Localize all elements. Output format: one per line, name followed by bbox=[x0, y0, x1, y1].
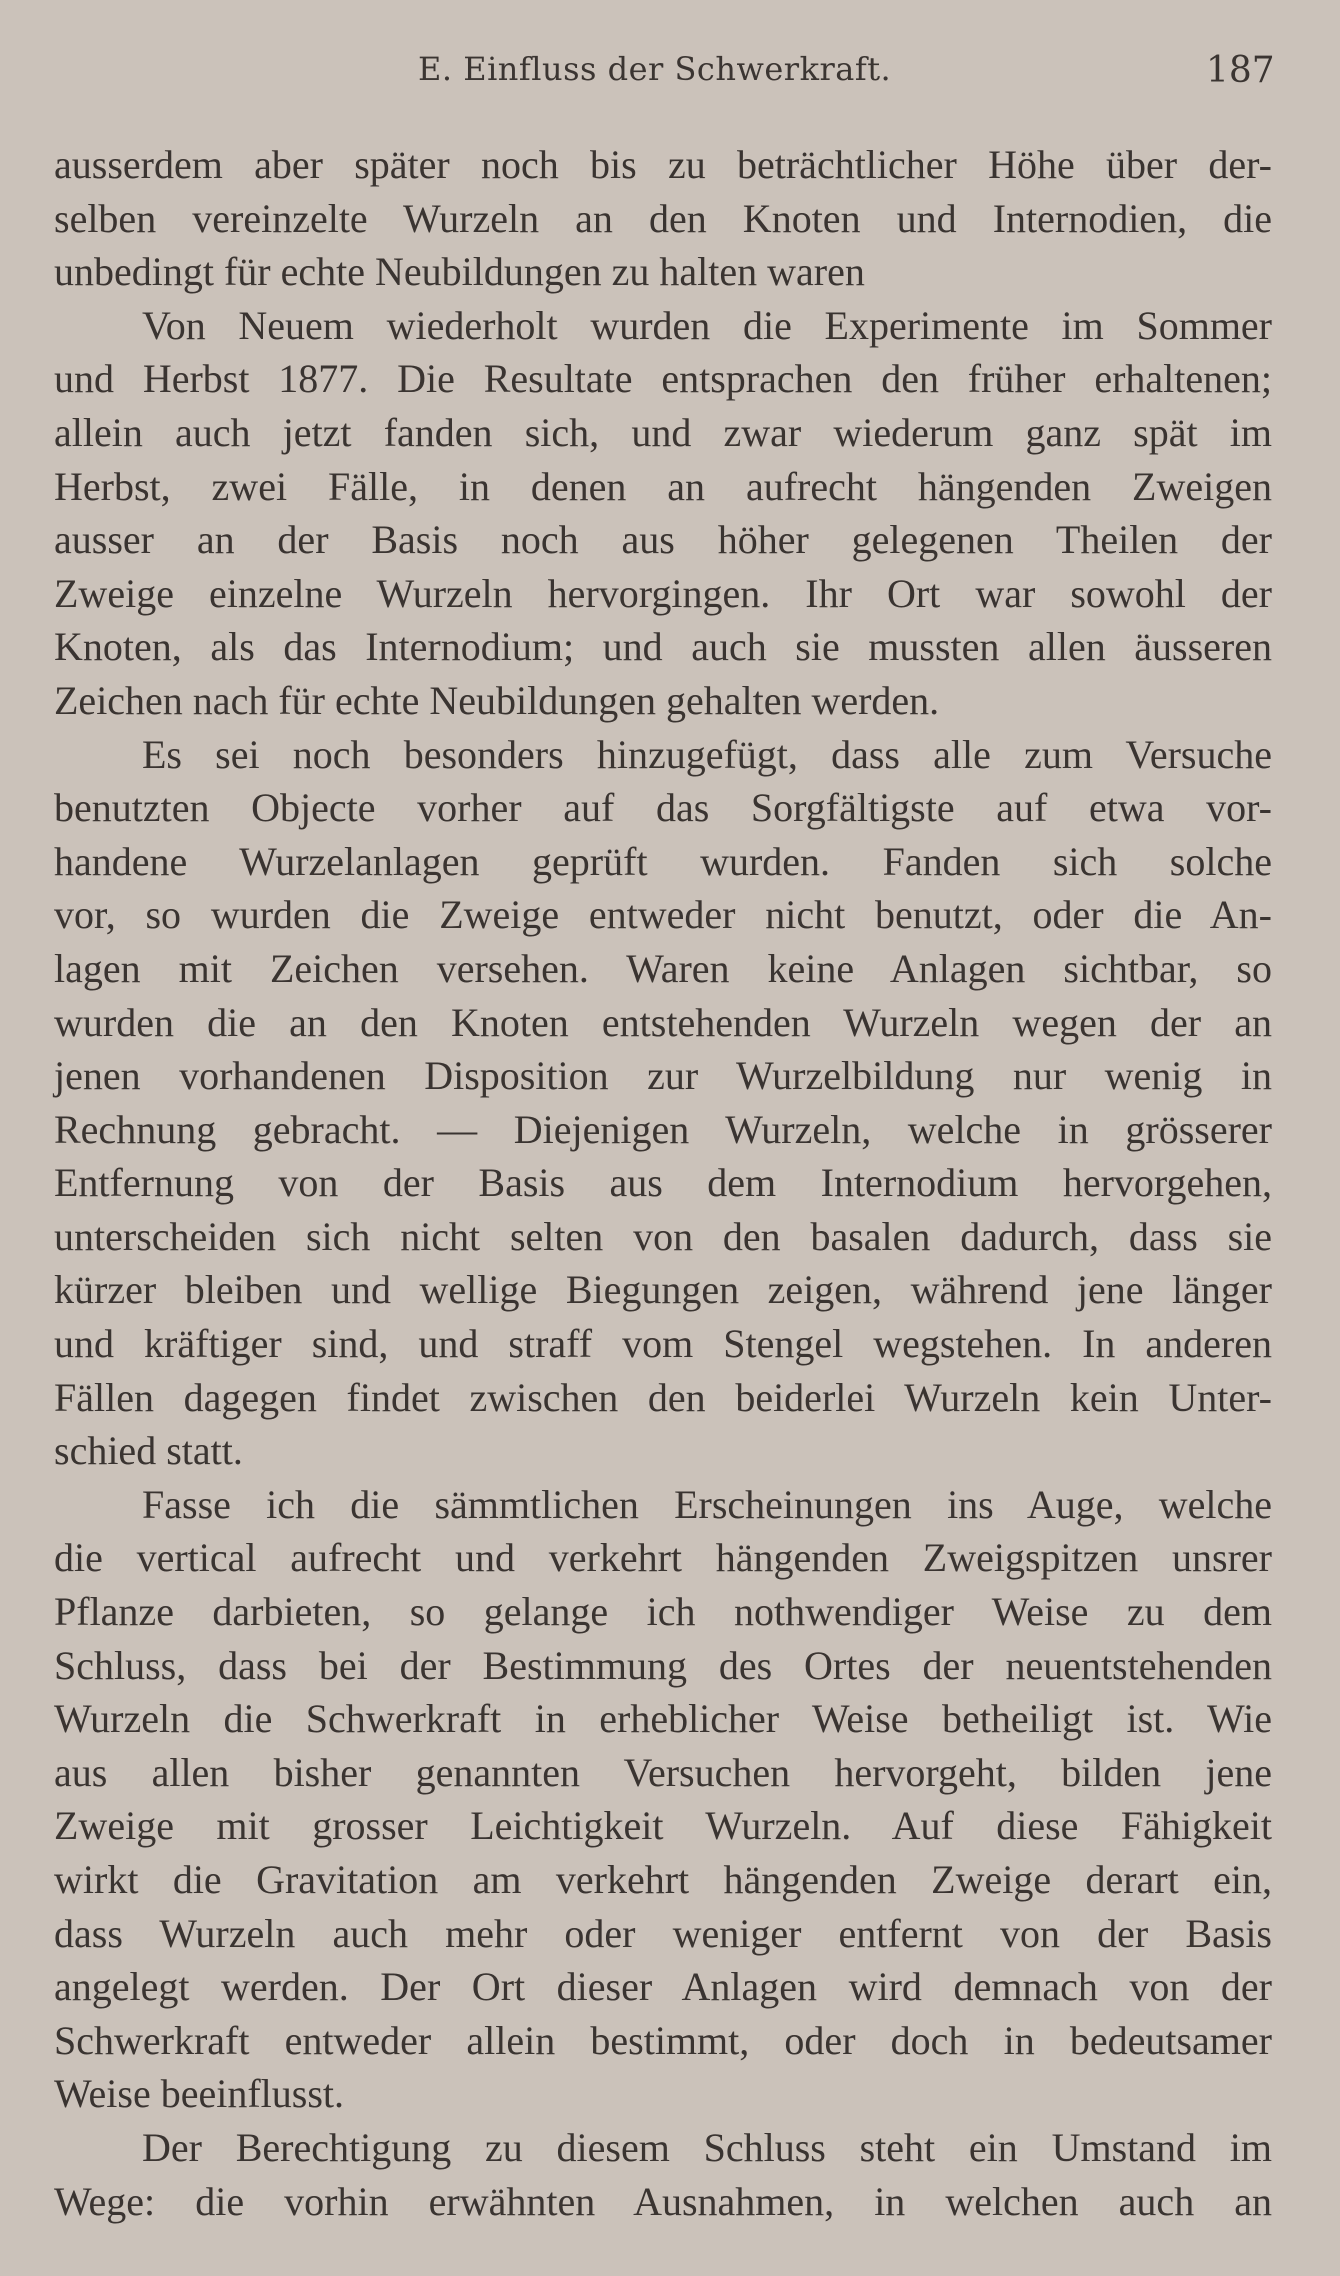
text-line: vor, so wurden die Zweige entweder nicht benutzt, oder die An- bbox=[54, 892, 1272, 938]
text-line: schied statt. bbox=[54, 1428, 243, 1474]
page-header bbox=[0, 48, 1340, 108]
text-line: Zweige einzelne Wurzeln hervorgingen. Ihr Ort war sowohl der bbox=[54, 570, 1272, 616]
text-line: kürzer bleiben und wellige Biegungen zeigen, während jene länger bbox=[54, 1267, 1272, 1313]
text-line: ausserdem aber später noch bis zu beträchtlicher Höhe über der- bbox=[54, 142, 1272, 187]
text-line: und Herbst 1877. Die Resultate entsprachen den früher erhaltenen; bbox=[54, 356, 1272, 402]
text-line: unbedingt für echte Neubildungen zu halten waren bbox=[54, 249, 865, 295]
text-line: wurden die an den Knoten entstehenden Wurzeln wegen der an bbox=[54, 999, 1272, 1045]
page-number: 187 bbox=[1206, 50, 1275, 91]
text-line: wirkt die Gravitation am verkehrt hängenden Zweige derart ein, bbox=[54, 1857, 1272, 1902]
text-line: Entfernung von der Basis aus dem Internodium hervorgehen, bbox=[54, 1160, 1272, 1206]
text-line: lagen mit Zeichen versehen. Waren keine Anlagen sichtbar, so bbox=[54, 945, 1272, 991]
text-line: Wurzeln die Schwerkraft in erheblicher Weise betheiligt ist. Wie bbox=[54, 1696, 1272, 1742]
text-line: Fällen dagegen findet zwischen den beiderlei Wurzeln kein Unter- bbox=[54, 1374, 1272, 1420]
text-line: unterscheiden sich nicht selten von den basalen dadurch, dass sie bbox=[54, 1213, 1272, 1259]
text-line: handene Wurzelanlagen geprüft wurden. Fanden sich solche bbox=[54, 838, 1272, 884]
text-line: angelegt werden. Der Ort dieser Anlagen wird demnach von der bbox=[54, 1964, 1272, 2010]
text-line: die vertical aufrecht und verkehrt hängenden Zweigspitzen unsrer bbox=[54, 1535, 1272, 1581]
text-line: jenen vorhandenen Disposition zur Wurzelbildung nur wenig in bbox=[54, 1053, 1272, 1099]
text-line: Pflanze darbieten, so gelange ich nothwendiger Weise zu dem bbox=[54, 1589, 1272, 1635]
text-line: Es sei noch besonders hinzugefügt, dass alle zum Versuche bbox=[142, 731, 1272, 777]
text-line: aus allen bisher genannten Versuchen hervorgeht, bilden jene bbox=[54, 1749, 1272, 1795]
text-line: dass Wurzeln auch mehr oder weniger entfernt von der Basis bbox=[54, 1910, 1272, 1956]
text-line: selben vereinzelte Wurzeln an den Knoten und Internodien, die bbox=[54, 195, 1272, 241]
text-line: Schwerkraft entweder allein bestimmt, oder doch in bedeutsamer bbox=[54, 2017, 1272, 2063]
text-line: Zeichen nach für echte Neubildungen gehalten werden. bbox=[54, 677, 940, 723]
text-line: Fasse ich die sämmtlichen Erscheinungen ins Auge, welche bbox=[142, 1481, 1272, 1527]
text-line: Herbst, zwei Fälle, in denen an aufrecht hängenden Zweigen bbox=[54, 463, 1272, 509]
text-line: Schluss, dass bei der Bestimmung des Ortes der neuentstehenden bbox=[54, 1642, 1272, 1688]
text-line: benutzten Objecte vorher auf das Sorgfältigste auf etwa vor- bbox=[54, 785, 1272, 831]
text-line: Rechnung gebracht. — Diejenigen Wurzeln, welche in grösserer bbox=[54, 1106, 1272, 1152]
text-line: Knoten, als das Internodium; und auch sie mussten allen äusseren bbox=[54, 624, 1272, 670]
running-head: E. Einfluss der Schwerkraft. bbox=[418, 50, 892, 88]
body-text bbox=[54, 138, 1272, 2228]
text-line: und kräftiger sind, und straff vom Stengel wegstehen. In anderen bbox=[54, 1321, 1272, 1367]
text-line: Der Berechtigung zu diesem Schluss steht ein Umstand im bbox=[142, 2124, 1272, 2170]
text-line: Zweige mit grosser Leichtigkeit Wurzeln. Auf diese Fähigkeit bbox=[54, 1803, 1272, 1849]
text-line: allein auch jetzt fanden sich, und zwar wiederum ganz spät im bbox=[54, 409, 1272, 455]
text-line: Wege: die vorhin erwähnten Ausnahmen, in welchen auch an bbox=[54, 2178, 1272, 2224]
text-line: ausser an der Basis noch aus höher gelegenen Theilen der bbox=[54, 517, 1272, 563]
text-line: Weise beeinflusst. bbox=[54, 2071, 345, 2117]
text-line: Von Neuem wiederholt wurden die Experimente im Sommer bbox=[142, 302, 1272, 348]
